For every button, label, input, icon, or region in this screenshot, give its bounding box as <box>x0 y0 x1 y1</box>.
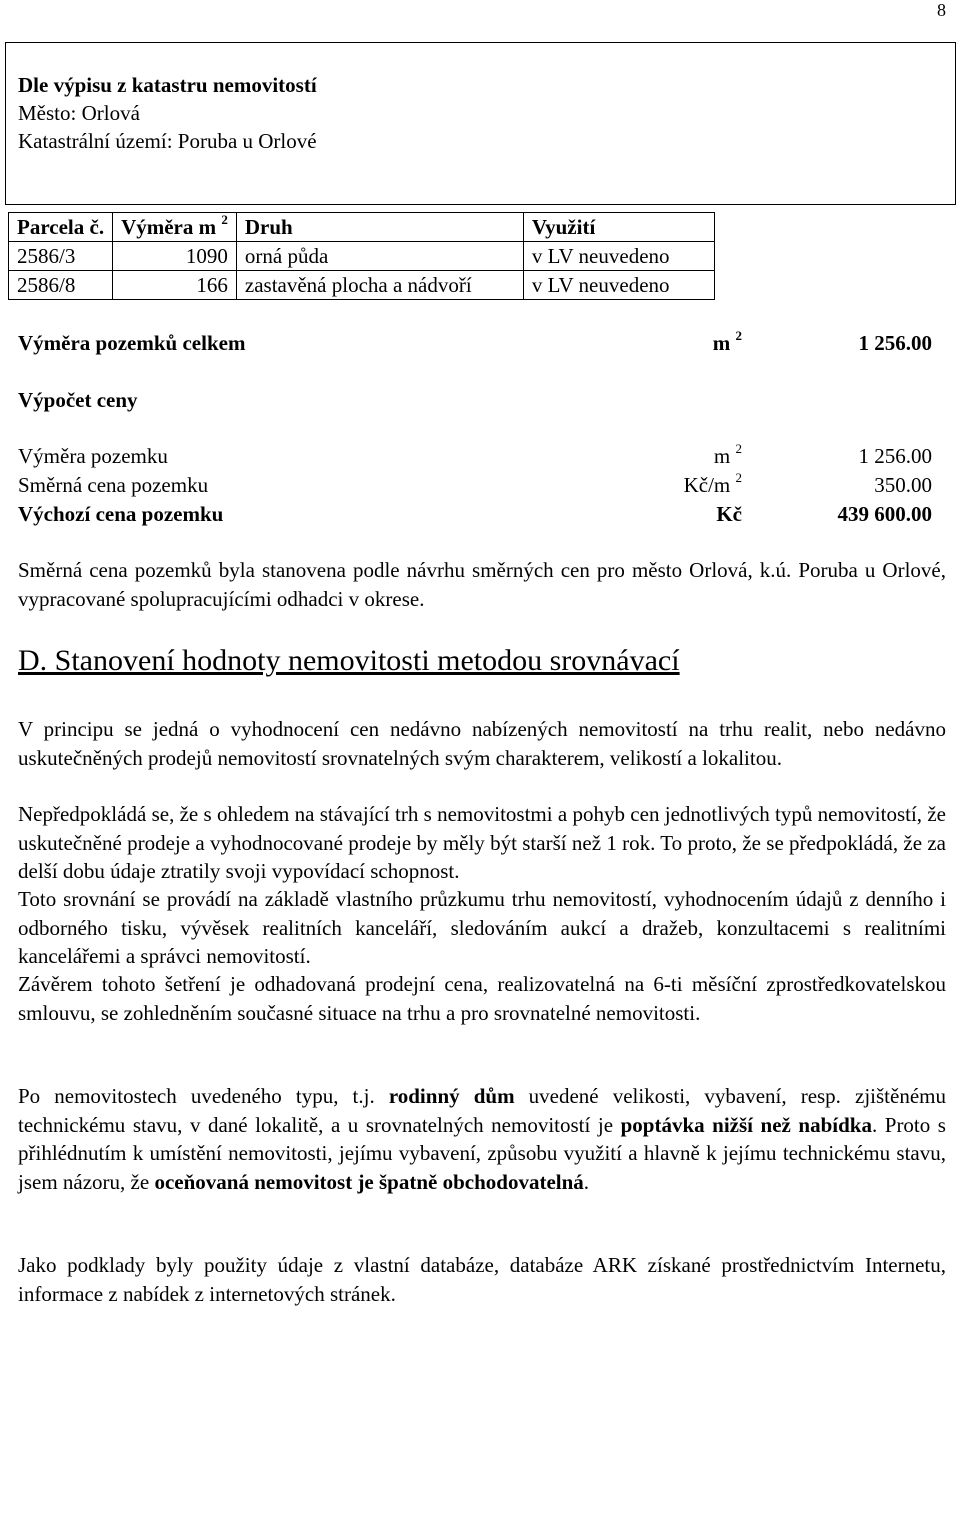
parcels-table <box>8 212 715 300</box>
paragraph: Po nemovitostech uvedeného typu, t.j. rodinný dům uvedené velikosti, vybavení, resp. zjištěnému technickému stavu, v dané lokalitě, a u srovnatelných nemovitostí je poptávka nižší než nabídka. Proto s přihlédnutím k umístění nemovitosti, jejímu vybavení, způsobu využití a hlavně k jejímu technickému stavu, jsem názoru, že oceňovaná nemovitost je špatně obchodovatelná. <box>18 1084 946 1194</box>
calc-label: Výměra pozemku <box>18 444 168 468</box>
calc-label: Výchozí cena pozemku <box>18 502 224 526</box>
calc-row <box>18 442 932 470</box>
price-note: Směrná cena pozemků byla stanovena podle návrhu směrných cen pro město Orlová, k.ú. Poruba u Orlové, vypracované spolupracujícími odhadci v okrese. <box>18 558 946 611</box>
table-cell: 2586/8 <box>9 271 113 300</box>
calc-value: 1 256.00 <box>858 444 932 468</box>
paragraph: Jako podklady byly použity údaje z vlastní databáze, databáze ARK získané prostřednictvím Internetu, informace z nabídek z internetových stránek. <box>18 1253 946 1306</box>
table-cell: orná půda <box>236 242 523 271</box>
table-header-cell: Využití <box>523 213 714 242</box>
calc-label: Směrná cena pozemku <box>18 473 209 497</box>
calc-row <box>18 471 932 499</box>
table-cell: 1090 <box>113 242 237 271</box>
cadastre-city: Město: Orlová <box>18 101 140 125</box>
table-row <box>9 242 715 271</box>
paragraph: Toto srovnání se provádí na základě vlastního průzkumu trhu nemovitostí, vyhodnocením údajů z denního i odborného tisku, vývěsek realitních kanceláří, sledováním aukcí a dražeb, konzultacemi s realitními kancelářemi a správci nemovitostí. <box>18 887 946 968</box>
calc-heading: Výpočet ceny <box>18 388 138 412</box>
table-cell: v LV neuvedeno <box>523 271 714 300</box>
page-number: 8 <box>937 0 946 20</box>
table-header-cell: Výměra m $^2$ <box>113 213 237 242</box>
table-header-cell: Druh <box>236 213 523 242</box>
table-row <box>9 271 715 300</box>
table-header-row <box>9 213 715 242</box>
total-area-row <box>18 329 932 357</box>
calc-unit: Kč/m $^2$ <box>683 470 742 497</box>
table-cell: zastavěná plocha a nádvoří <box>236 271 523 300</box>
emphasis: rodinný dům <box>388 1084 515 1108</box>
calc-row <box>18 500 932 528</box>
table-cell: v LV neuvedeno <box>523 242 714 271</box>
calc-unit: m $^2$ <box>713 441 742 468</box>
paragraph: V principu se jedná o vyhodnocení cen nedávno nabízených nemovitostí na trhu realit, nebo nedávno uskutečněných prodejů nemovitostí srovnatelných svým charakterem, velikostí a lokalitou. <box>18 717 946 770</box>
total-area-value: 1 256.00 <box>858 331 932 355</box>
calc-unit: Kč <box>716 502 742 526</box>
paragraph: Závěrem tohoto šetření je odhadovaná prodejní cena, realizovatelná na 6-ti měsíční zprostředkovatelskou smlouvu, se zohledněním současné situace na trhu a pro srovnatelné nemovitosti. <box>18 972 946 1025</box>
total-area-unit: m $^2$ <box>712 328 742 355</box>
calc-value: 439 600.00 <box>837 502 932 526</box>
table-header-cell: Parcela č. <box>9 213 113 242</box>
cadastre-territory: Katastrální území: Poruba u Orlové <box>18 129 317 153</box>
calc-value: 350.00 <box>874 473 932 497</box>
paragraph: Nepředpokládá se, že s ohledem na stávající trh s nemovitostmi a pohyb cen jednotlivých typů nemovitostí, že uskutečněné prodeje a vyhodnocované prodeje by měly být starší než 1 rok. To proto, že se předpokládá, že za delší dobu údaje ztratily svoji vypovídací schopnost. <box>18 802 946 883</box>
total-area-label: Výměra pozemků celkem <box>18 331 246 355</box>
cadastre-box <box>5 42 956 205</box>
table-cell: 2586/3 <box>9 242 113 271</box>
table-cell: 166 <box>113 271 237 300</box>
emphasis: poptávka nižší než nabídka <box>620 1112 872 1137</box>
emphasis: oceňovaná nemovitost je špatně obchodovatelná <box>154 1169 584 1194</box>
cadastre-heading: Dle výpisu z katastru nemovitostí <box>18 73 317 97</box>
section-heading: D. Stanovení hodnoty nemovitosti metodou srovnávací <box>18 644 680 677</box>
